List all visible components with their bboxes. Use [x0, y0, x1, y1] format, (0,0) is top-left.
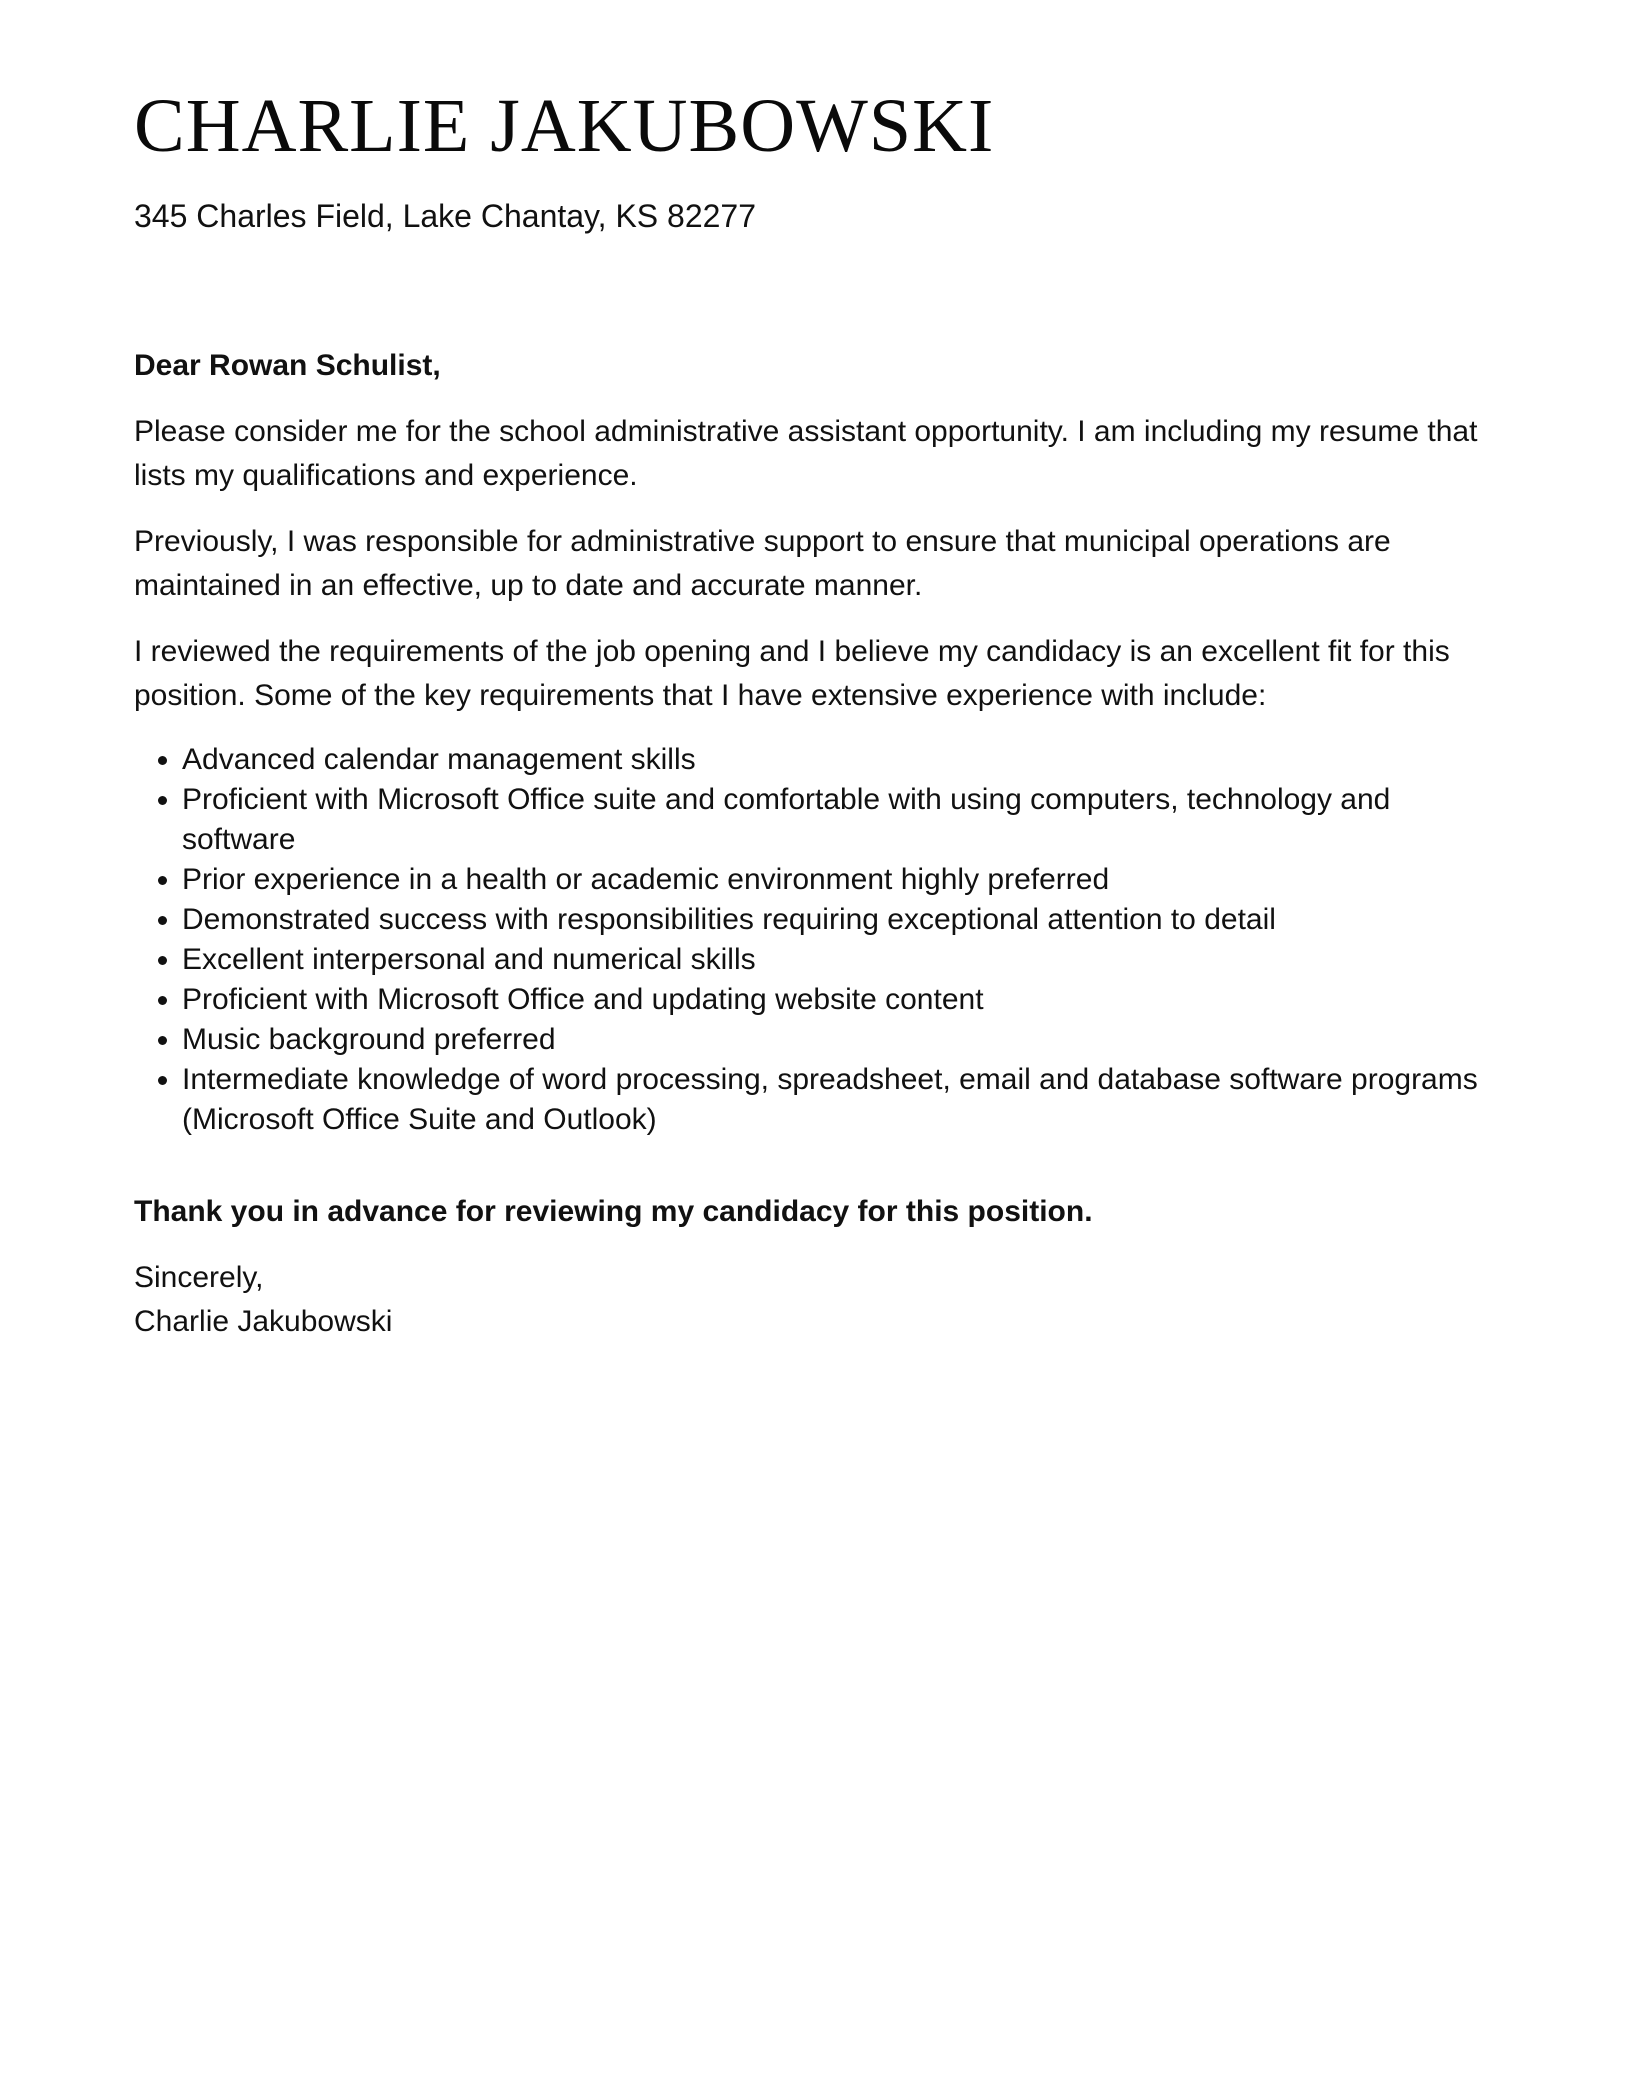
list-item: • Demonstrated success with responsibilities requiring exceptional attention to detail: [182, 900, 1498, 940]
paragraph-experience: Previously, I was responsible for administrative support to ensure that municipal operations are maintained in an effective, up to date and accurate manner.: [134, 524, 1391, 602]
signature-name: Charlie Jakubowski: [134, 1304, 393, 1338]
signoff-word: Sincerely,: [134, 1260, 264, 1294]
paragraph-intro: Please consider me for the school administrative assistant opportunity. I am including my resume that lists my qualifications and experience.: [134, 414, 1478, 492]
list-item: • Intermediate knowledge of word processing, spreadsheet, email and database software programs (Microsoft Office Suite and Outlook): [182, 1060, 1498, 1140]
list-item: • Excellent interpersonal and numerical skills: [182, 940, 1498, 980]
list-item: • Proficient with Microsoft Office and updating website content: [182, 980, 1498, 1020]
list-item: • Prior experience in a health or academic environment highly preferred: [182, 860, 1498, 900]
cover-letter-page: [134, 84, 1498, 1344]
letter-body: [134, 344, 1498, 1344]
applicant-address: 345 Charles Field, Lake Chantay, KS 82277: [134, 198, 757, 234]
requirements-list: [134, 740, 1498, 1140]
applicant-name: CHARLIE JAKUBOWSKI: [134, 84, 995, 168]
list-item: • Music background preferred: [182, 1020, 1498, 1060]
salutation: Dear Rowan Schulist,: [134, 348, 441, 382]
paragraph-requirements-intro: I reviewed the requirements of the job opening and I believe my candidacy is an excellent fit for this position. Some of the key requirements that I have extensive experience with include:: [134, 634, 1450, 712]
closing-statement: Thank you in advance for reviewing my candidacy for this position.: [134, 1194, 1093, 1228]
list-item: • Advanced calendar management skills: [182, 740, 1498, 780]
signoff: [134, 1256, 1498, 1344]
list-item: • Proficient with Microsoft Office suite and comfortable with using computers, technology and software: [182, 780, 1498, 860]
